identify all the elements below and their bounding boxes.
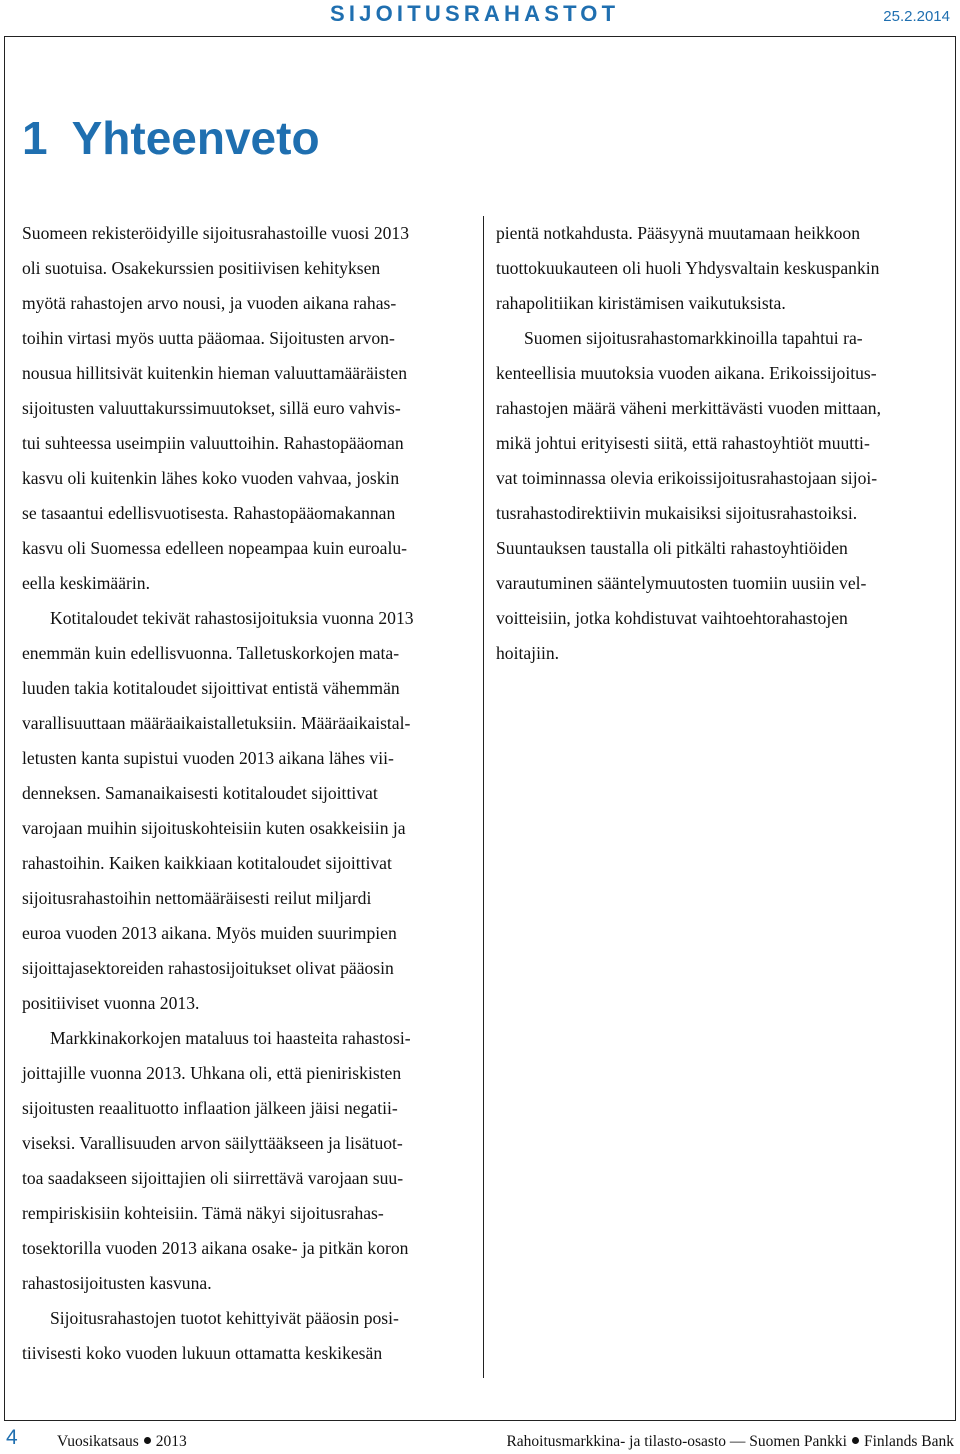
text-line: rahastojen määrä väheni merkittävästi vuoden mittaan, [496,398,881,418]
text-line: Kotitaloudet tekivät rahastosijoituksia vuonna 2013 [50,608,414,628]
text-line: toihin virtasi myös uutta pääomaa. Sijoitusten arvon- [22,328,395,348]
paragraph-1 [22,216,474,601]
text-line: rempiriskisiin kohteisiin. Tämä näkyi sijoitusrahas- [22,1203,384,1223]
text-line: eella keskimäärin. [22,573,150,593]
page-footer [0,1426,960,1454]
text-line: kasvu oli kuitenkin lähes koko vuoden vahvaa, joskin [22,468,400,488]
text-line: tusrahastodirektiivin mukaisiksi sijoitusrahastoiksi. [496,503,858,523]
text-line: hoitajiin. [496,643,560,663]
text-line: sijoitusten valuuttakurssimuutokset, sillä euro vahvis- [22,398,401,418]
text-line: oli suotuisa. Osakekurssien positiivisen kehityksen [22,258,381,278]
footer-publisher [506,1432,954,1452]
text-line: letusten kanta supistui vuoden 2013 aikana lähes vii- [22,748,394,768]
publication-name: Vuosikatsaus [57,1433,139,1450]
text-line: Markkinakorkojen mataluus toi haasteita rahastosi- [50,1028,411,1048]
text-line: rahastosijoitusten kasvuna. [22,1273,212,1293]
text-line: toa saadakseen sijoittajien oli siirrettävä varojaan suu- [22,1168,404,1188]
text-line: sijoitusten reaalituotto inflaation jälkeen jäisi negatii- [22,1098,398,1118]
page-number: 4 [6,1426,18,1449]
text-line: Suomen sijoitusrahastomarkkinoilla tapahtui ra- [524,328,863,348]
text-line: pientä notkahdusta. Pääsyynä muutamaan heikkoon [496,223,861,243]
column-divider [483,216,484,1378]
department-name: Rahoitusmarkkina- ja tilasto-osasto [506,1433,726,1450]
section-number: 1 [22,112,48,164]
footer-dash: — [729,1433,746,1450]
text-line: varojaan muihin sijoituskohteisiin kuten osakkeisiin ja [22,818,406,838]
text-line: Sijoitusrahastojen tuotot kehittyivät pääosin posi- [50,1308,399,1328]
header-rule [4,36,956,37]
bullet-dot-icon [144,1437,151,1444]
publication-year: 2013 [155,1433,187,1450]
right-text-column [496,216,946,671]
text-line: voitteisiin, jotka kohdistuvat vaihtoehtorahastojen [496,608,848,628]
text-line: varautuminen sääntelymuutosten tuomiin uusiin vel- [496,573,867,593]
text-line: luuden takia kotitaloudet sijoittivat entistä vähemmän [22,678,400,698]
paragraph-4-continued [496,216,946,321]
left-text-column [22,216,474,1371]
footer-publication [57,1432,187,1452]
text-line: viseksi. Varallisuuden arvon säilyttääkseen ja lisätuot- [22,1133,403,1153]
text-line: vat toiminnassa olevia erikoissijoitusrahastojaan sijoi- [496,468,878,488]
paragraph-2 [22,601,474,1021]
text-line: rahapolitiikan kiristämisen vaikutuksista. [496,293,786,313]
text-line: varallisuuttaan määräaikaistalletuksiin. Määräaikaistal- [22,713,411,733]
bullet-dot-icon [852,1437,859,1444]
text-line: rahastoihin. Kaiken kaikkiaan kotitaloudet sijoittivat [22,853,392,873]
text-line: mikä johtui erityisesti siitä, että rahastoyhtiöt muutti- [496,433,870,453]
text-line: nousua hillitsivät kuitenkin hieman valuuttamääräisten [22,363,408,383]
text-line: Suomeen rekisteröidyille sijoitusrahastoille vuosi 2013 [22,223,410,243]
text-line: euroa vuoden 2013 aikana. Myös muiden suurimpien [22,923,397,943]
paragraph-5 [496,321,946,671]
page-frame-right [955,36,956,1420]
text-line: denneksen. Samanaikaisesti kotitaloudet sijoittivat [22,783,378,803]
text-line: positiiviset vuonna 2013. [22,993,200,1013]
text-line: sijoitusrahastoihin nettomääräisesti reilut miljardi [22,888,372,908]
paragraph-3 [22,1021,474,1301]
text-line: tui suhteessa useimpiin valuuttoihin. Rahastopääoman [22,433,404,453]
running-header-date: 25.2.2014 [883,8,950,25]
bank-name: Suomen Pankki [749,1433,847,1450]
text-line: enemmän kuin edellisvuonna. Talletuskorkojen mata- [22,643,400,663]
text-line: joittajille vuonna 2013. Uhkana oli, että pieniriskisten [22,1063,402,1083]
section-heading [22,110,320,166]
paragraph-4 [22,1301,474,1371]
text-line: tuottokuukauteen oli huoli Yhdysvaltain keskuspankin [496,258,880,278]
text-line: tiivisesti koko vuoden lukuun ottamatta keskikesän [22,1343,383,1363]
text-line: kasvu oli Suomessa edelleen nopeampaa kuin euroalu- [22,538,407,558]
section-title-text: Yhteenveto [71,112,320,164]
text-line: myötä rahastojen arvo nousi, ja vuoden aikana rahas- [22,293,397,313]
text-line: tosektorilla vuoden 2013 aikana osake- ja pitkän koron [22,1238,409,1258]
text-line: se tasaantui edellisvuotisesta. Rahastopääomakannan [22,503,396,523]
bank-name-swedish: Finlands Bank [864,1433,954,1450]
text-line: kenteellisia muutoksia vuoden aikana. Erikoissijoitus- [496,363,877,383]
text-line: Suuntauksen taustalla oli pitkälti rahastoyhtiöiden [496,538,848,558]
page-frame-left [4,36,5,1420]
text-line: sijoittajasektoreiden rahastosijoitukset olivat pääosin [22,958,394,978]
footer-rule [4,1420,956,1421]
running-header-title: SIJOITUSRAHASTOT [330,1,620,26]
